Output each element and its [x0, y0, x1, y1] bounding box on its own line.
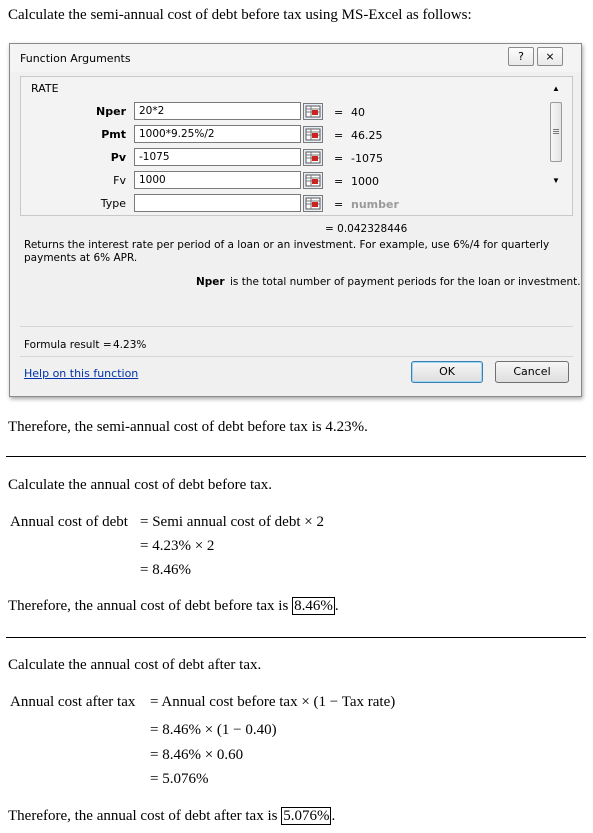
collapse-dialog-icon[interactable] — [303, 195, 323, 212]
arg-help-name: Nper — [196, 276, 225, 288]
section3-eq-lhs: Annual cost after tax — [10, 694, 136, 710]
section3-eq-line1: = Annual cost before tax × (1 − Tax rate) — [150, 694, 396, 710]
section2-eq-lhs: Annual cost of debt — [10, 514, 128, 530]
section2-eq-line3: = 8.46% — [140, 562, 191, 578]
scroll-thumb[interactable] — [550, 102, 562, 162]
equals-sign: = — [334, 175, 344, 188]
conclusion-text: Therefore, the annual cost of debt before tax is — [8, 598, 293, 614]
conclusion-semi-annual: Therefore, the semi-annual cost of debt before tax is 4.23%. — [8, 419, 368, 435]
help-on-function-link[interactable]: Help on this function — [24, 367, 139, 380]
dialog-titlebar — [10, 44, 581, 72]
collapse-dialog-icon[interactable] — [303, 103, 323, 120]
arg-label-nper: Nper — [96, 105, 126, 118]
arg-result-nper: 40 — [351, 106, 365, 119]
arg-input-pmt[interactable]: 1000*9.25%/2 — [134, 125, 301, 143]
divider — [6, 637, 586, 638]
formula-result-label: Formula result = — [24, 339, 112, 351]
equals-sign: = — [334, 198, 344, 211]
overall-result: = 0.042328446 — [325, 223, 408, 235]
section2-heading: Calculate the annual cost of debt before tax. — [8, 477, 273, 493]
arguments-group — [20, 76, 573, 216]
boxed-answer: 8.46% — [294, 598, 333, 614]
conclusion-text: Therefore, the annual cost of debt after tax is — [8, 808, 282, 824]
arg-label-pmt: Pmt — [101, 128, 126, 141]
arg-result-type: number — [351, 198, 399, 211]
arg-help-text: is the total number of payment periods for the loan or investment. — [230, 276, 581, 288]
section3-eq-line4: = 5.076% — [150, 771, 209, 787]
arg-result-pv: -1075 — [351, 152, 383, 165]
collapse-dialog-icon[interactable] — [303, 172, 323, 189]
intro-text: Calculate the semi-annual cost of debt before tax using MS-Excel as follows: — [8, 7, 472, 23]
conclusion-annual-after-tax — [8, 808, 335, 825]
arg-input-pv[interactable]: -1075 — [134, 148, 301, 166]
collapse-dialog-icon[interactable] — [303, 126, 323, 143]
arg-label-pv: Pv — [110, 151, 126, 164]
scroll-down-icon[interactable]: ▼ — [552, 176, 560, 185]
section3-eq-line2: = 8.46% × (1 − 0.40) — [150, 722, 277, 738]
scroll-up-icon[interactable]: ▲ — [552, 84, 560, 93]
boxed-answer: 5.076% — [283, 808, 330, 824]
arg-label-fv: Fv — [113, 174, 126, 187]
function-name: RATE — [31, 82, 59, 95]
arg-input-type[interactable] — [134, 194, 301, 212]
arg-label-type: Type — [100, 197, 126, 210]
section2-eq-line1: = Semi annual cost of debt × 2 — [140, 514, 324, 530]
equals-sign: = — [334, 106, 344, 119]
cancel-button[interactable]: Cancel — [495, 361, 569, 383]
section2-eq-line2: = 4.23% × 2 — [140, 538, 215, 554]
arguments-scrollbar[interactable] — [548, 82, 565, 193]
divider — [6, 456, 586, 457]
equals-sign: = — [334, 129, 344, 142]
dialog-separator — [20, 326, 573, 327]
section3-eq-line3: = 8.46% × 0.60 — [150, 747, 244, 763]
arg-input-nper[interactable]: 20*2 — [134, 102, 301, 120]
period: . — [331, 808, 336, 824]
equals-sign: = — [334, 152, 344, 165]
arg-input-fv[interactable]: 1000 — [134, 171, 301, 189]
arg-result-fv: 1000 — [351, 175, 379, 188]
formula-result-value: 4.23% — [113, 339, 147, 351]
help-button[interactable]: ? — [508, 47, 534, 66]
function-arguments-dialog — [9, 43, 582, 397]
section3-heading: Calculate the annual cost of debt after tax. — [8, 657, 262, 673]
arg-result-pmt: 46.25 — [351, 129, 383, 142]
close-button[interactable]: ⨯ — [537, 47, 563, 66]
period: . — [334, 598, 339, 614]
function-description: Returns the interest rate per period of a loan or an investment. For example, use 6%/4 for quarterly payments at 6% APR. — [24, 239, 550, 264]
collapse-dialog-icon[interactable] — [303, 149, 323, 166]
dialog-separator — [20, 356, 573, 357]
dialog-title: Function Arguments — [20, 52, 131, 65]
ok-button[interactable]: OK — [411, 361, 483, 383]
conclusion-annual-before-tax — [8, 598, 339, 615]
